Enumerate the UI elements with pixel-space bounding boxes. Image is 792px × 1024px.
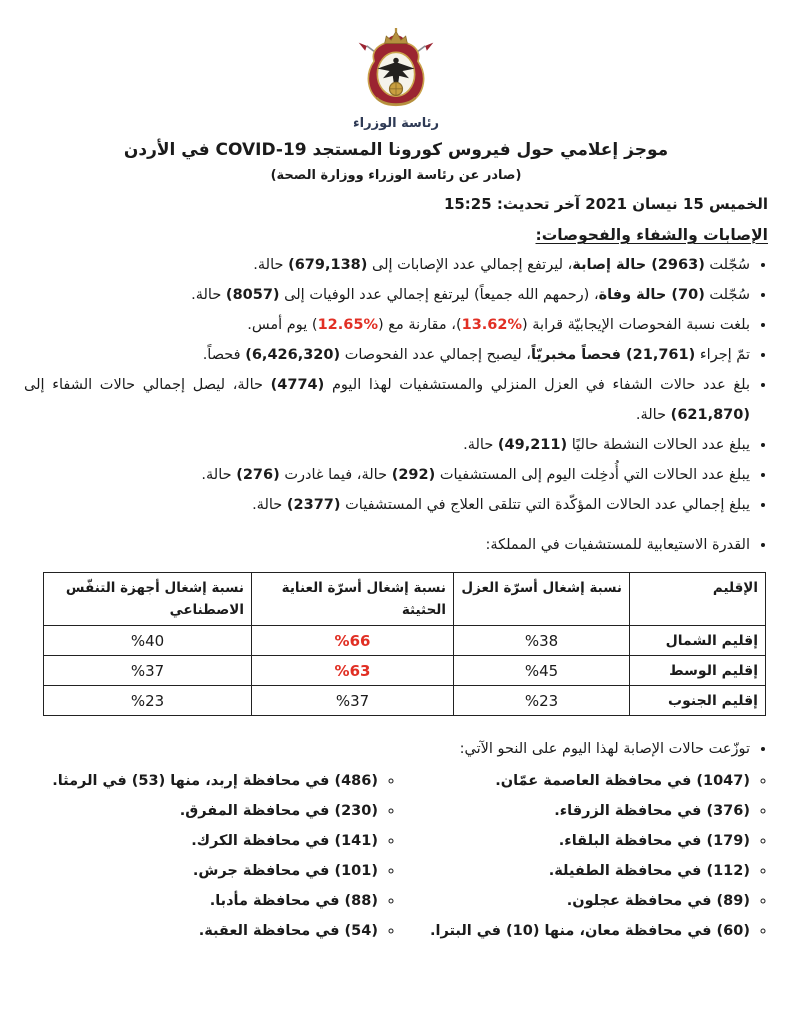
distribution-columns bbox=[24, 766, 768, 946]
text-segment: (1047) في محافظة العاصمة عمّان. bbox=[495, 773, 750, 789]
governorate-item bbox=[396, 886, 750, 916]
stat-bullet bbox=[24, 430, 750, 460]
text-segment: ، ليصبح إجمالي عدد الفحوصات bbox=[340, 347, 531, 363]
text-segment: (679,138) bbox=[288, 257, 368, 273]
text-segment: (6,426,320) bbox=[245, 347, 341, 363]
text-segment: (21,761) فحصاً مخبريّاً bbox=[530, 347, 696, 363]
text-segment: (112) في محافظة الطفيلة. bbox=[548, 863, 750, 879]
text-segment: (60) في محافظة معان، منها (10) في البترا. bbox=[429, 923, 750, 939]
icu-value: %37 bbox=[335, 691, 370, 710]
table-row bbox=[44, 626, 766, 656]
stat-bullet bbox=[24, 490, 750, 520]
text-segment: (621,870) bbox=[670, 407, 750, 423]
page-title: موجز إعلامي حول فيروس كورونا المستجد COVID-19 في الأردن bbox=[123, 140, 669, 160]
text-segment: حالة. bbox=[201, 467, 237, 483]
text-segment: حالة. bbox=[463, 437, 498, 453]
stat-bullet bbox=[24, 310, 750, 340]
text-segment: سُجّلت bbox=[704, 287, 750, 303]
text-segment: ) يوم أمس. bbox=[247, 317, 318, 333]
capacity-bullet bbox=[24, 530, 750, 560]
stat-bullet bbox=[24, 340, 750, 370]
governorate-item bbox=[396, 856, 750, 886]
text-segment: (49,211) bbox=[497, 437, 568, 453]
logo-caption: رئاسة الوزراء bbox=[353, 116, 439, 131]
icu-cell bbox=[252, 656, 454, 686]
text-segment: تمّ إجراء bbox=[695, 347, 750, 363]
text-segment: حالة. bbox=[252, 497, 287, 513]
governorate-item bbox=[24, 886, 378, 916]
header-logo-block bbox=[24, 28, 768, 131]
text-segment: (230) في محافظة المفرق. bbox=[179, 803, 378, 819]
globe-icon bbox=[390, 82, 403, 95]
text-segment: (276) bbox=[236, 467, 280, 483]
text-segment: بلغ عدد حالات الشفاء في العزل المنزلي والمستشفيات لهذا اليوم bbox=[324, 377, 750, 393]
governorate-item bbox=[24, 826, 378, 856]
capacity-bullet-list bbox=[24, 530, 768, 560]
text-segment: (54) في محافظة العقبة. bbox=[198, 923, 378, 939]
text-segment: (2963) حالة إصابة bbox=[572, 257, 705, 273]
text-segment: يبلغ عدد الحالات النشطة حاليًا bbox=[567, 437, 750, 453]
distribution-left-column bbox=[24, 766, 396, 946]
crown-icon bbox=[385, 28, 408, 43]
table-header-row bbox=[44, 573, 766, 626]
isolation-cell: %23 bbox=[454, 686, 630, 716]
text-segment: (292) bbox=[391, 467, 436, 483]
stat-bullet bbox=[24, 250, 750, 280]
text-segment: ، ليرتفع إجمالي عدد الإصابات إلى bbox=[367, 257, 573, 273]
text-segment: (376) في محافظة الزرقاء. bbox=[554, 803, 750, 819]
text-segment: %13.62 bbox=[461, 317, 523, 333]
table-header-icu-beds: نسبة إشغال أسرّة العناية الحثيثة bbox=[252, 573, 454, 626]
stat-bullet bbox=[24, 280, 750, 310]
text-segment: بلغت نسبة الفحوصات الإيجابيّة قرابة ( bbox=[522, 317, 750, 333]
section-heading: الإصابات والشفاء والفحوصات: bbox=[535, 226, 768, 244]
stat-bullet bbox=[24, 370, 750, 430]
governorate-item bbox=[396, 826, 750, 856]
governorate-item bbox=[24, 796, 378, 826]
text-segment: سُجّلت bbox=[704, 257, 750, 273]
icu-cell bbox=[252, 626, 454, 656]
text-segment: حالة، ليصل إجمالي حالات الشفاء إلى bbox=[24, 377, 271, 393]
hospital-capacity-table bbox=[43, 572, 766, 716]
distribution-right-column bbox=[396, 766, 768, 946]
governorate-item bbox=[24, 856, 378, 886]
text-segment: فحصاً. bbox=[202, 347, 246, 363]
table-header-ventilators: نسبة إشغال أجهزة التنفّس الاصطناعي bbox=[44, 573, 252, 626]
text-segment: (486) في محافظة إربد، منها (53) في الرمثا. bbox=[52, 773, 378, 789]
ventilator-cell: %37 bbox=[44, 656, 252, 686]
ventilator-cell: %40 bbox=[44, 626, 252, 656]
jordan-coat-of-arms-logo bbox=[347, 28, 445, 114]
governorate-item bbox=[24, 916, 378, 946]
stat-bullet bbox=[24, 460, 750, 490]
isolation-cell: %45 bbox=[454, 656, 630, 686]
table-row bbox=[44, 656, 766, 686]
text-segment: (8057) bbox=[225, 287, 280, 303]
icu-cell bbox=[252, 686, 454, 716]
text-segment: (4774) bbox=[270, 377, 325, 393]
capacity-bullet-text: القدرة الاستيعابية للمستشفيات في المملكة: bbox=[485, 537, 750, 553]
region-cell: إقليم الوسط bbox=[630, 656, 766, 686]
region-cell: إقليم الشمال bbox=[630, 626, 766, 656]
text-segment: حالة. bbox=[253, 257, 289, 273]
text-segment: حالة، فيما غادرت bbox=[279, 467, 392, 483]
text-segment: حالة. bbox=[635, 407, 671, 423]
icu-value: %66 bbox=[334, 631, 371, 650]
distribution-intro-text: توزّعت حالات الإصابة لهذا اليوم على النحو الآتي: bbox=[459, 741, 750, 757]
text-segment: حالة. bbox=[191, 287, 226, 303]
governorate-item bbox=[396, 766, 750, 796]
date-line: الخميس 15 نيسان 2021 آخر تحديث: 15:25 bbox=[443, 195, 768, 213]
region-cell: إقليم الجنوب bbox=[630, 686, 766, 716]
text-segment: (88) في محافظة مأدبا. bbox=[209, 893, 378, 909]
text-segment: يبلغ عدد الحالات التي أُدخِلت اليوم إلى المستشفيات bbox=[435, 467, 750, 483]
text-segment: (101) في محافظة جرش. bbox=[192, 863, 378, 879]
distribution-intro-list bbox=[24, 734, 768, 764]
text-segment: (141) في محافظة الكرك. bbox=[191, 833, 378, 849]
table-header-region: الإقليم bbox=[630, 573, 766, 626]
table-row bbox=[44, 686, 766, 716]
text-segment: (89) في محافظة عجلون. bbox=[566, 893, 750, 909]
text-segment: %12.65 bbox=[317, 317, 378, 333]
section-heading-wrap bbox=[24, 213, 768, 244]
text-segment: ، (رحمهم الله جميعاً) ليرتفع إجمالي عدد الوفيات إلى bbox=[279, 287, 599, 303]
icu-value: %63 bbox=[334, 661, 371, 680]
text-segment: (70) حالة وفاة bbox=[598, 287, 705, 303]
distribution-intro bbox=[24, 734, 750, 764]
text-segment: )، مقارنة مع ( bbox=[377, 317, 462, 333]
governorate-item bbox=[24, 766, 378, 796]
governorate-item bbox=[396, 796, 750, 826]
isolation-cell: %38 bbox=[454, 626, 630, 656]
table-header-isolation-beds: نسبة إشغال أسرّة العزل bbox=[454, 573, 630, 626]
governorate-item bbox=[396, 916, 750, 946]
text-segment: يبلغ إجمالي عدد الحالات المؤكّدة التي تتلقى العلاج في المستشفيات bbox=[340, 497, 750, 513]
text-segment: (2377) bbox=[286, 497, 341, 513]
text-segment: (179) في محافظة البلقاء. bbox=[558, 833, 750, 849]
ventilator-cell: %23 bbox=[44, 686, 252, 716]
stats-bullet-list bbox=[24, 250, 768, 520]
page-subtitle: (صادر عن رئاسة الوزراء ووزارة الصحة) bbox=[270, 168, 522, 183]
